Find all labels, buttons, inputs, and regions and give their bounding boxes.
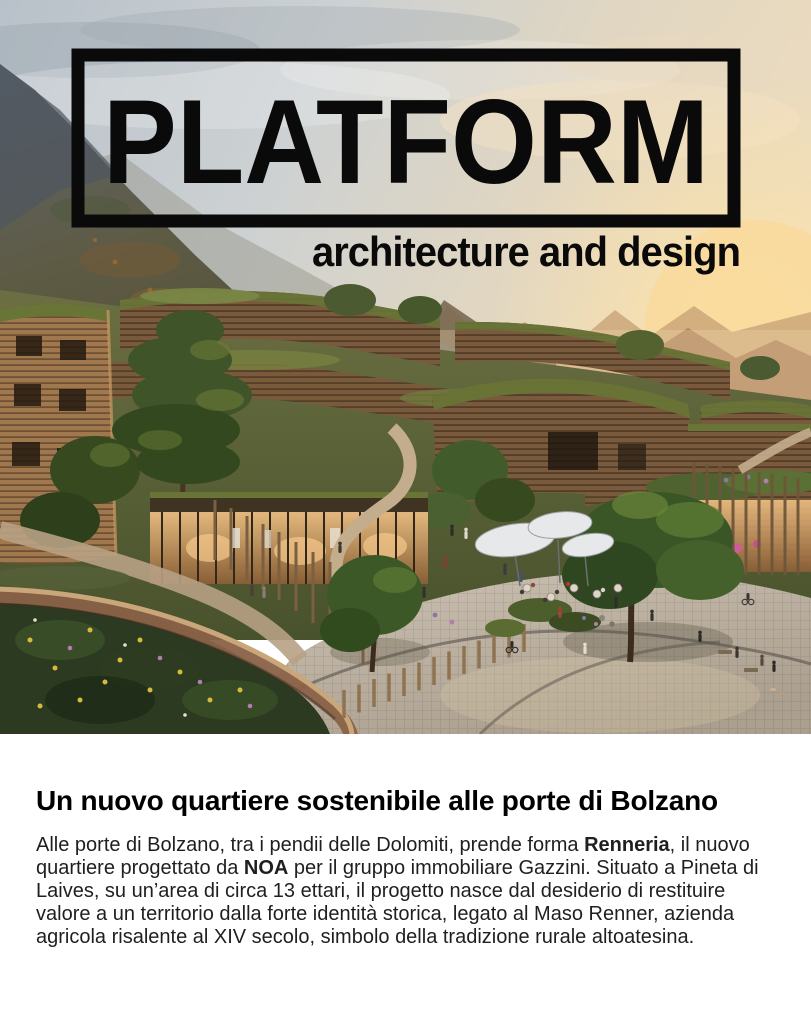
paragraph-text: Alle porte di Bolzano, tra i pendii delle Dolomiti, prende forma xyxy=(36,834,585,856)
logo-subtitle: architecture and design xyxy=(312,228,740,275)
article-heading: Un nuovo quartiere sostenibile alle porte di Bolzano xyxy=(36,785,718,816)
article-paragraph xyxy=(36,834,775,949)
paragraph-text: per il gruppo immobiliare Gazzini. Situato a Pineta di Laives, su un’area di circa 13 ettari, il progetto nasce dal desiderio di restituire valore a un territorio dalla forte identità storica, legato al Maso Renner, azienda agricola risalente al XIV secolo, simbolo della tradizione rurale altoatesina. xyxy=(36,857,759,948)
studio-name: NOA xyxy=(243,857,289,879)
project-name: Renneria xyxy=(584,834,670,856)
article-body xyxy=(0,734,811,949)
platform-logo xyxy=(0,0,811,300)
paragraph-text: , il nuovo quartiere progettato da xyxy=(36,834,750,879)
logo-title: PLATFORM xyxy=(103,75,709,209)
